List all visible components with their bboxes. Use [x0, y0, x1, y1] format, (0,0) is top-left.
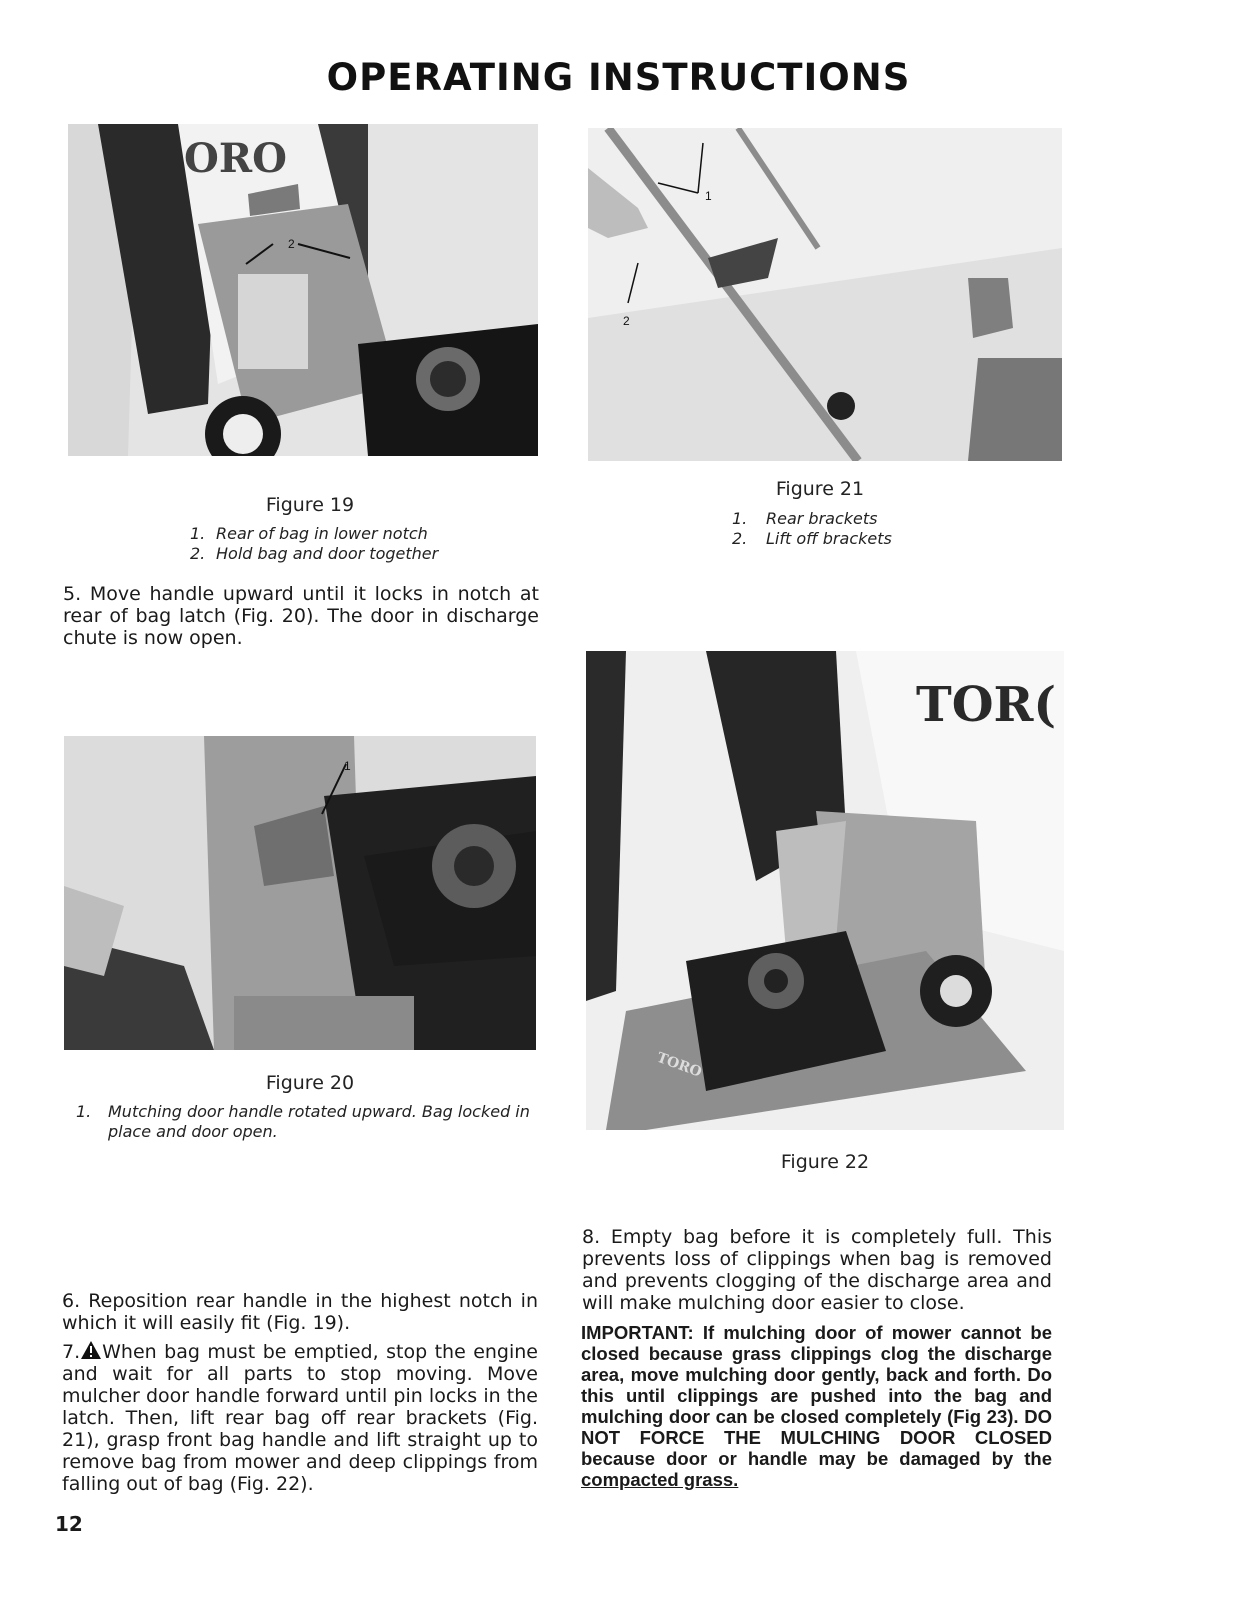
warning-triangle-icon	[80, 1340, 102, 1360]
page-number: 12	[55, 1512, 83, 1536]
figure-19-title: Figure 19	[265, 494, 355, 516]
figure-22-photo	[586, 651, 1064, 1130]
page-title: OPERATING INSTRUCTIONS	[326, 56, 911, 99]
legend-item: 2. Hold bag and door together	[190, 544, 439, 563]
figure-20-title: Figure 20	[265, 1072, 355, 1094]
figure-21-callout-2: 2	[623, 314, 630, 328]
step-7-text: When bag must be emptied, stop the engine and wait for all parts to stop moving. Move mulcher door handle forward until pin locks in the latch. Then, lift rear bag off rear brackets (Fig. 21), grasp front bag handle and lift straight up to remove bag from mower and deep clippings from falling out of bag (Fig. 22).	[62, 1341, 538, 1495]
figure-19-callout: 2	[288, 237, 295, 251]
figure-19-brand-text: ORO	[184, 135, 287, 182]
step-8-paragraph: 8. Empty bag before it is completely full. This prevents loss of clippings when bag is removed and prevents clogging of the discharge area and will make mulching door easier to close.	[582, 1226, 1052, 1314]
legend-item: 2. Lift off brackets	[732, 529, 892, 548]
figure-21-photo	[588, 128, 1062, 461]
important-note	[581, 1322, 1052, 1490]
figure-21-legend	[732, 509, 1032, 549]
figure-22-deck-brand: TORO	[654, 1049, 704, 1081]
figure-21-callout-1: 1	[705, 189, 712, 203]
figure-19-legend	[190, 524, 530, 564]
figure-20-legend	[76, 1102, 536, 1142]
important-note-text: IMPORTANT: If mulching door of mower cannot be closed because grass clippings clog the discharge area, move mulching door gently, back and forth. Do this until clippings are pushed into the bag and mulching door can be closed completely (Fig 23). DO NOT FORCE THE MULCHING DOOR CLOSED because door or handle may be damaged by the	[581, 1322, 1052, 1469]
legend-item: 1. Mutching door handle rotated upward. Bag locked in place and door open.	[76, 1102, 530, 1141]
figure-19-photo	[68, 124, 538, 456]
step-7-number: 7.	[62, 1341, 81, 1363]
figure-22-title: Figure 22	[780, 1151, 870, 1173]
legend-item: 1. Rear of bag in lower notch	[190, 524, 428, 543]
step-5-paragraph: 5. Move handle upward until it locks in notch at rear of bag latch (Fig. 20). The door in discharge chute is now open.	[63, 583, 539, 649]
figure-22-bag-brand: TOR(	[916, 677, 1057, 733]
important-note-end: compacted grass.	[581, 1469, 739, 1490]
figure-20-callout: 1	[344, 759, 351, 773]
step-7-paragraph	[62, 1340, 538, 1495]
figure-21-title: Figure 21	[775, 478, 865, 500]
figure-20-photo	[64, 736, 536, 1050]
legend-item: 1. Rear brackets	[732, 509, 878, 528]
step-6-paragraph: 6. Reposition rear handle in the highest notch in which it will easily fit (Fig. 19).	[62, 1290, 538, 1334]
